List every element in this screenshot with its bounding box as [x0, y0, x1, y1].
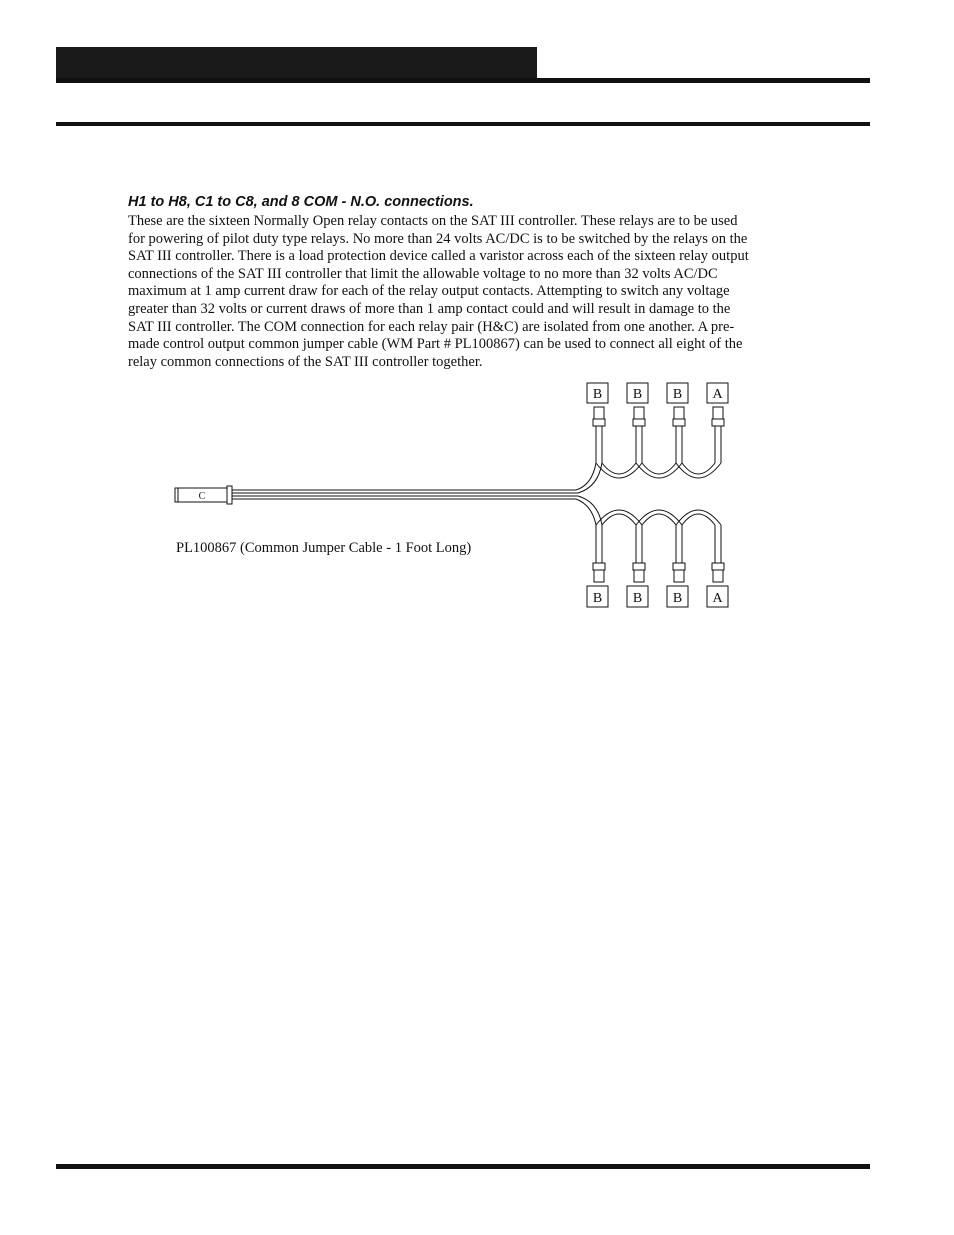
- connector-top: [633, 419, 645, 426]
- wire-loop: [682, 514, 715, 525]
- connector-top: [673, 419, 685, 426]
- terminal-label-top: B: [632, 387, 643, 402]
- footer-rule: [56, 1164, 870, 1169]
- body-line: SAT III controller. The COM connection for each relay pair (H&C) are isolated from one another. A pre-: [128, 318, 735, 335]
- plug-label: C: [198, 491, 206, 502]
- terminal-label-bottom: B: [632, 591, 643, 606]
- wire-loop: [596, 510, 642, 525]
- body-line: made control output common jumper cable (WM Part # PL100867) can be used to connect all eight of the: [128, 336, 743, 353]
- wire-loop: [676, 463, 721, 478]
- body-line: SAT III controller. There is a load protection device called a varistor across each of the sixteen relay output: [128, 248, 749, 265]
- wire-loop: [636, 463, 682, 478]
- jumper-cable-svg: [160, 375, 760, 625]
- branch-down: [576, 499, 596, 525]
- terminal-label-bottom: B: [672, 591, 683, 606]
- terminal-label-top: B: [672, 387, 683, 402]
- body-line: greater than 32 volts or current draws of more than 1 amp contact could and will result in damage to the: [128, 300, 731, 317]
- wire-loop: [602, 514, 636, 525]
- section-heading: H1 to H8, C1 to C8, and 8 COM - N.O. connections.: [128, 194, 474, 210]
- wire-loop: [682, 463, 715, 474]
- connector-stem: [634, 570, 644, 582]
- connector-stem: [594, 407, 604, 419]
- relay-section: [128, 193, 818, 371]
- wire-loop: [642, 463, 676, 474]
- connector-stem: [674, 570, 684, 582]
- sub-header-rule: [56, 122, 870, 126]
- body-line: connections of the SAT III controller that limit the allowable voltage to no more than 32 volts AC/DC: [128, 265, 718, 282]
- connector-bottom: [633, 563, 645, 570]
- terminal-label-bottom: A: [712, 591, 723, 606]
- connector-stem: [713, 407, 723, 419]
- terminal-label-top: A: [712, 387, 723, 402]
- header-tab: [56, 47, 537, 80]
- body-line: maximum at 1 amp current draw for each of the relay output contacts. Attempting to switch any voltage: [128, 283, 730, 300]
- header-rule: [56, 78, 870, 83]
- terminal-label-top: B: [592, 387, 603, 402]
- jumper-cable-diagram: [160, 375, 760, 625]
- body-line: These are the sixteen Normally Open relay contacts on the SAT III controller. These relays are to be used: [128, 213, 738, 229]
- cable-caption: PL100867 (Common Jumper Cable - 1 Foot Long): [176, 540, 472, 556]
- connector-bottom: [593, 563, 605, 570]
- branch-up: [578, 463, 602, 493]
- connector-top: [712, 419, 724, 426]
- wire-loop: [596, 463, 642, 478]
- connector-stem: [674, 407, 684, 419]
- connector-top: [593, 419, 605, 426]
- connector-bottom: [712, 563, 724, 570]
- section-body: [128, 213, 818, 371]
- connector-stem: [713, 570, 723, 582]
- body-line: relay common connections of the SAT III controller together.: [128, 353, 483, 370]
- connector-bottom: [673, 563, 685, 570]
- wire-loop: [602, 463, 636, 474]
- cable-ferrule: [227, 486, 232, 504]
- body-line: for powering of pilot duty type relays. No more than 24 volts AC/DC is to be switched by the relays on the: [128, 230, 748, 247]
- wire-loop: [642, 514, 676, 525]
- connector-stem: [594, 570, 604, 582]
- terminal-label-bottom: B: [592, 591, 603, 606]
- wire-loop: [636, 510, 682, 525]
- connector-stem: [634, 407, 644, 419]
- wire-loop: [676, 510, 721, 525]
- branch-up: [576, 463, 596, 490]
